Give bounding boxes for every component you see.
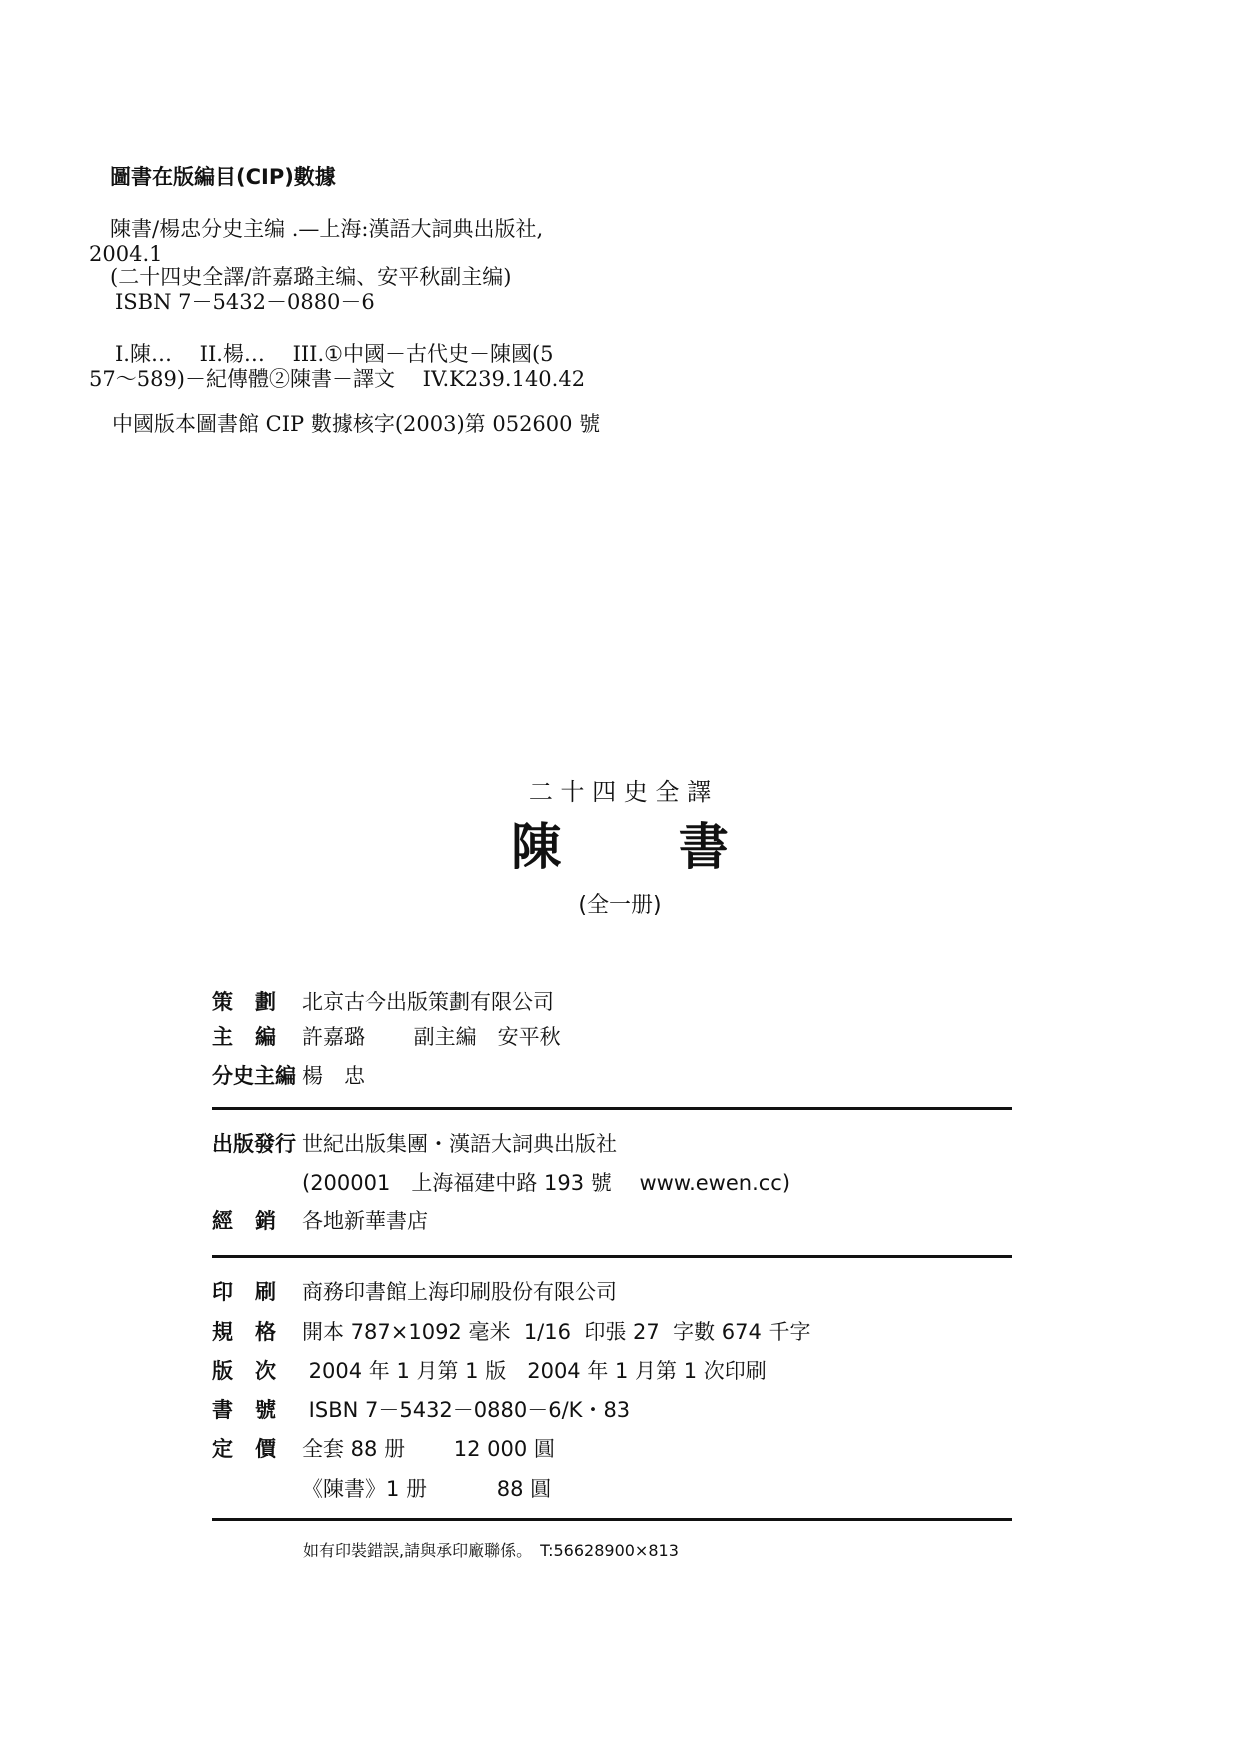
cip-heading: 圖書在版編目(CIP)數據 (110, 165, 336, 189)
credit-value: ISBN 7－5432－0880－6/K・83 (302, 1398, 631, 1422)
divider (212, 1107, 1012, 1110)
series-title: 二 十 四 史 全 譯 (528, 778, 712, 806)
cip-line: I.陳… II.楊… III.①中國－古代史－陳國(5 (115, 342, 554, 366)
credit-label: 策劃 (212, 990, 276, 1014)
credit-value: 全套 88 册 12 000 圓 (302, 1437, 555, 1461)
credit-label: 印刷 (212, 1280, 276, 1304)
credit-value: 楊 忠 (302, 1064, 365, 1088)
credit-label: 主編 (212, 1025, 276, 1049)
cip-line: 陳書/楊忠分史主编 .—上海:漢語大詞典出版社, (110, 217, 544, 241)
cip-line: (二十四史全譯/許嘉璐主编、安平秋副主编) (110, 265, 512, 289)
credit-value: 《陳書》1 册 88 圓 (302, 1477, 552, 1501)
credit-label: 分史主編 (212, 1064, 296, 1088)
credit-label: 經銷 (212, 1209, 276, 1233)
footer-note: 如有印裝錯誤,請與承印廠聯係。 T:56628900×813 (303, 1541, 679, 1560)
credit-value: 2004 年 1 月第 1 版 2004 年 1 月第 1 次印刷 (302, 1359, 767, 1383)
cip-line: 中國版本圖書館 CIP 數據核字(2003)第 052600 號 (112, 412, 601, 436)
cip-line: 2004.1 (89, 242, 163, 266)
credit-label: 版次 (212, 1359, 276, 1383)
credit-value: 許嘉璐 副主編 安平秋 (302, 1025, 561, 1049)
credit-label: 規格 (212, 1320, 276, 1344)
credit-value: 開本 787×1092 毫米 1/16 印張 27 字數 674 千字 (302, 1320, 811, 1344)
credit-value: 各地新華書店 (302, 1209, 428, 1233)
divider (212, 1255, 1012, 1258)
credit-value: 北京古今出版策劃有限公司 (302, 990, 554, 1014)
credit-label: 書號 (212, 1398, 276, 1422)
cip-line: ISBN 7－5432－0880－6 (115, 290, 375, 314)
credit-label: 出版發行 (212, 1132, 296, 1156)
credit-value: 商務印書館上海印刷股份有限公司 (302, 1280, 617, 1304)
credit-value: (200001 上海福建中路 193 號 www.ewen.cc) (302, 1171, 791, 1195)
credit-value: 世紀出版集團・漢語大詞典出版社 (302, 1132, 617, 1156)
volume-note: (全一册) (578, 893, 662, 918)
book-title: 陳 書 (511, 817, 729, 876)
credit-label: 定價 (212, 1437, 276, 1461)
cip-line: 57～589)－紀傳體②陳書－譯文 IV.K239.140.42 (89, 367, 586, 391)
divider (212, 1518, 1012, 1521)
